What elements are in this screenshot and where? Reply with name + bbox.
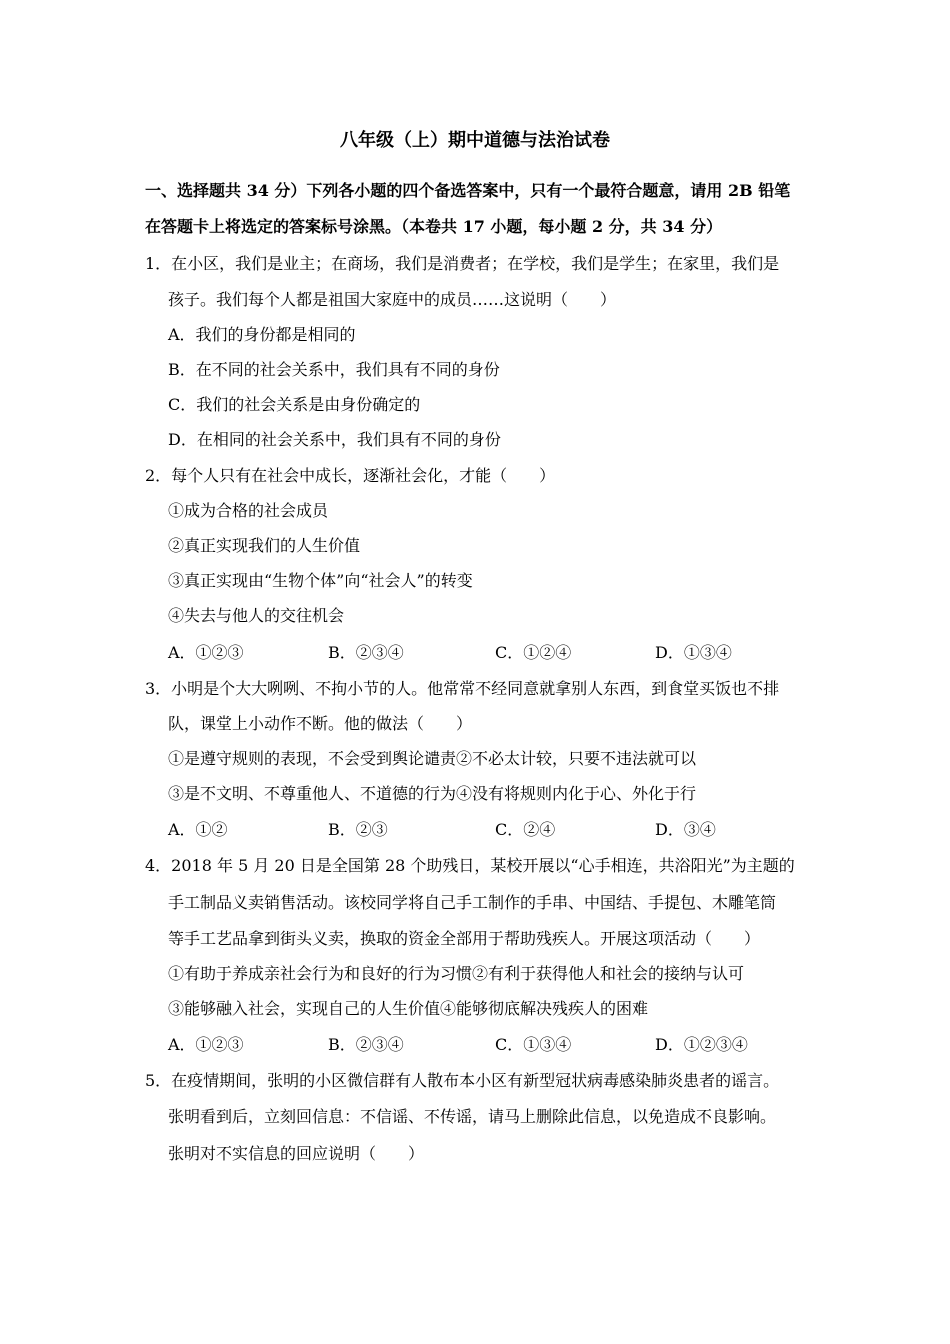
question-5-stem-line-1: 5．在疫情期间，张明的小区微信群有人散布本小区有新型冠状病毒感染肺炎患者的谣言。 <box>145 1071 780 1090</box>
question-3-choice-b: B．②③ <box>328 820 388 839</box>
question-2-item-1: ①成为合格的社会成员 <box>168 501 329 520</box>
question-4-items-line-1: ①有助于养成亲社会行为和良好的行为习惯②有利于获得他人和社会的接纳与认可 <box>168 964 745 983</box>
question-2-item-2: ②真正实现我们的人生价值 <box>168 536 361 555</box>
question-2-item-4: ④失去与他人的交往机会 <box>168 606 345 625</box>
question-5-stem-line-3: 张明对不实信息的回应说明（ ） <box>168 1144 425 1163</box>
question-1-option-a: A．我们的身份都是相同的 <box>168 325 356 344</box>
question-3-choice-d: D．③④ <box>655 820 716 839</box>
question-4-choice-c: C．①③④ <box>495 1035 572 1054</box>
question-2-choice-b: B．②③④ <box>328 643 404 662</box>
question-1-stem-line-1: 1．在小区，我们是业主；在商场，我们是消费者；在学校，我们是学生；在家里，我们是 <box>145 254 780 273</box>
question-3-choice-c: C．②④ <box>495 820 556 839</box>
question-3-items-line-1: ①是遵守规则的表现，不会受到舆论谴责②不必太计较，只要不违法就可以 <box>168 749 697 768</box>
section-instruction-line-2: 在答题卡上将选定的答案标号涂黑。（本卷共 17 小题，每小题 2 分，共 34 分） <box>145 217 723 236</box>
question-4-choice-d: D．①②③④ <box>655 1035 748 1054</box>
question-1-stem-line-2: 孩子。我们每个人都是祖国大家庭中的成员……这说明（ ） <box>168 290 617 309</box>
question-2-stem: 2．每个人只有在社会中成长，逐渐社会化，才能（ ） <box>145 466 556 485</box>
question-4-choice-b: B．②③④ <box>328 1035 404 1054</box>
question-4-stem-line-1: 4．2018 年 5 月 20 日是全国第 28 个助残日，某校开展以“心手相连，共浴阳光”为主题的 <box>145 856 795 875</box>
question-4-choice-a: A．①②③ <box>168 1035 244 1054</box>
question-4-items-line-2: ③能够融入社会，实现自己的人生价值④能够彻底解决残疾人的困难 <box>168 999 649 1018</box>
question-2-item-3: ③真正实现由“生物个体”向“社会人”的转变 <box>168 571 473 590</box>
question-2-choice-a: A．①②③ <box>168 643 244 662</box>
question-3-stem-line-2: 队，课堂上小动作不断。他的做法（ ） <box>168 714 473 733</box>
question-1-option-b: B．在不同的社会关系中，我们具有不同的身份 <box>168 360 500 379</box>
question-1-option-c: C．我们的社会关系是由身份确定的 <box>168 395 421 414</box>
page-title: 八年级（上）期中道德与法治试卷 <box>340 130 610 151</box>
question-2-choice-d: D．①③④ <box>655 643 732 662</box>
question-3-items-line-2: ③是不文明、不尊重他人、不道德的行为④没有将规则内化于心、外化于行 <box>168 784 697 803</box>
question-3-stem-line-1: 3．小明是个大大咧咧、不拘小节的人。他常常不经同意就拿别人东西，到食堂买饭也不排 <box>145 679 780 698</box>
question-1-option-d: D．在相同的社会关系中，我们具有不同的身份 <box>168 430 501 449</box>
question-5-stem-line-2: 张明看到后，立刻回信息：不信谣、不传谣，请马上删除此信息，以免造成不良影响。 <box>168 1107 777 1126</box>
section-instruction-line-1: 一、选择题共 34 分）下列各小题的四个备选答案中，只有一个最符合题意，请用 2B 铅笔 <box>145 181 791 200</box>
question-4-stem-line-2: 手工制品义卖销售活动。该校同学将自己手工制作的手串、中国结、手提包、木雕笔筒 <box>168 893 777 912</box>
question-2-choice-c: C．①②④ <box>495 643 572 662</box>
question-3-choice-a: A．①② <box>168 820 228 839</box>
question-4-stem-line-3: 等手工艺品拿到街头义卖，换取的资金全部用于帮助残疾人。开展这项活动（ ） <box>168 929 761 948</box>
